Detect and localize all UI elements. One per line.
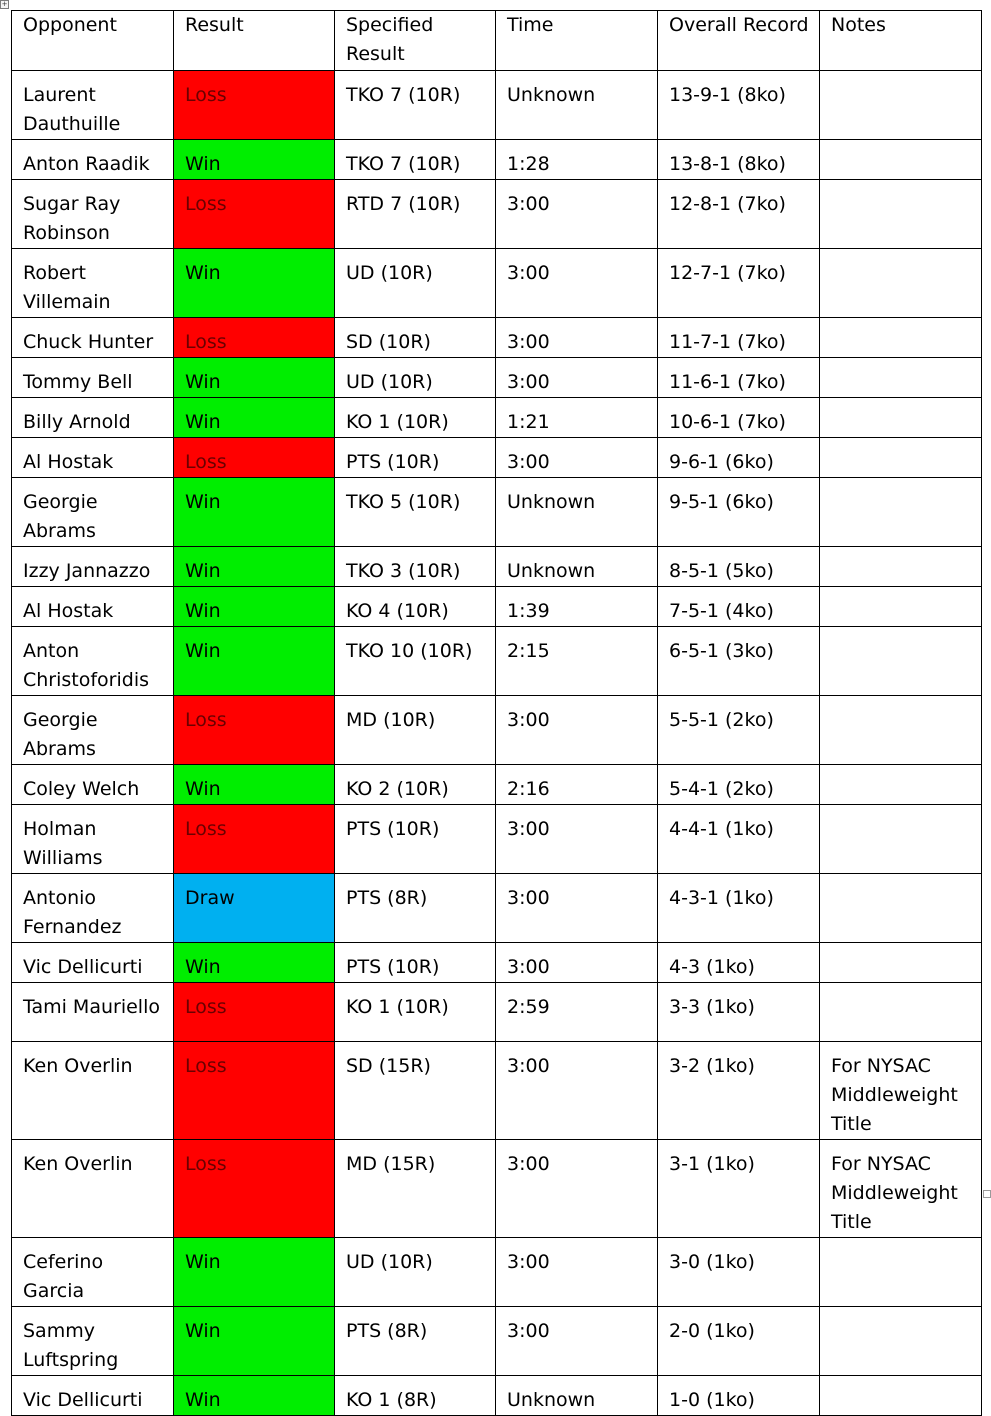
result-label: Win <box>185 956 221 978</box>
notes-cell <box>820 438 982 478</box>
overall-record-cell: 12-7-1 (7ko) <box>658 249 820 318</box>
specified-result-cell: TKO 7 (10R) <box>335 71 496 140</box>
opponent-cell: Anton Christoforidis <box>12 627 174 696</box>
time-cell: 3:00 <box>496 1238 658 1307</box>
opponent-cell: Vic Dellicurti <box>12 943 174 983</box>
overall-record-cell: 1-0 (1ko) <box>658 1376 820 1416</box>
notes-cell <box>820 1238 982 1307</box>
time-cell: Unknown <box>496 547 658 587</box>
notes-cell <box>820 587 982 627</box>
time-cell: 3:00 <box>496 358 658 398</box>
specified-result-cell: TKO 5 (10R) <box>335 478 496 547</box>
specified-result-cell: MD (15R) <box>335 1140 496 1238</box>
specified-result-cell: KO 4 (10R) <box>335 587 496 627</box>
result-label: Win <box>185 1389 221 1411</box>
overall-record-cell: 3-3 (1ko) <box>658 983 820 1042</box>
notes-cell <box>820 1307 982 1376</box>
time-cell: 3:00 <box>496 874 658 943</box>
specified-result-cell: TKO 10 (10R) <box>335 627 496 696</box>
header-row <box>12 11 982 71</box>
opponent-cell: Ken Overlin <box>12 1140 174 1238</box>
column-header-result: Result <box>174 11 335 71</box>
table-row <box>12 587 982 627</box>
overall-record-cell: 2-0 (1ko) <box>658 1307 820 1376</box>
overall-record-cell: 7-5-1 (4ko) <box>658 587 820 627</box>
specified-result-cell: TKO 7 (10R) <box>335 140 496 180</box>
specified-result-cell: UD (10R) <box>335 358 496 398</box>
time-cell: 2:15 <box>496 627 658 696</box>
result-label: Loss <box>185 331 227 353</box>
time-cell: 3:00 <box>496 438 658 478</box>
result-label: Loss <box>185 709 227 731</box>
notes-cell <box>820 249 982 318</box>
overall-record-cell: 11-7-1 (7ko) <box>658 318 820 358</box>
time-cell: 3:00 <box>496 1307 658 1376</box>
result-cell <box>174 1307 335 1376</box>
overall-record-cell: 4-3-1 (1ko) <box>658 874 820 943</box>
table-row <box>12 1376 982 1416</box>
specified-result-cell: PTS (8R) <box>335 1307 496 1376</box>
table-row <box>12 983 982 1042</box>
opponent-cell: Al Hostak <box>12 438 174 478</box>
table-header <box>12 11 982 71</box>
column-header-overall-record: Overall Record <box>658 11 820 71</box>
opponent-cell: Ceferino Garcia <box>12 1238 174 1307</box>
overall-record-cell: 13-8-1 (8ko) <box>658 140 820 180</box>
overall-record-cell: 13-9-1 (8ko) <box>658 71 820 140</box>
notes-cell <box>820 1376 982 1416</box>
result-cell <box>174 249 335 318</box>
specified-result-cell: RTD 7 (10R) <box>335 180 496 249</box>
specified-result-cell: KO 1 (10R) <box>335 398 496 438</box>
column-header-specified-result: Specified Result <box>335 11 496 71</box>
time-cell: 3:00 <box>496 249 658 318</box>
table-resize-handle-icon[interactable] <box>983 1190 991 1198</box>
table-row <box>12 478 982 547</box>
opponent-cell: Tami Mauriello <box>12 983 174 1042</box>
table-row <box>12 547 982 587</box>
specified-result-cell: KO 1 (8R) <box>335 1376 496 1416</box>
opponent-cell: Vic Dellicurti <box>12 1376 174 1416</box>
table-row <box>12 1238 982 1307</box>
table-row <box>12 318 982 358</box>
time-cell: Unknown <box>496 1376 658 1416</box>
table-row <box>12 438 982 478</box>
time-cell: Unknown <box>496 478 658 547</box>
notes-cell <box>820 547 982 587</box>
opponent-cell: Ken Overlin <box>12 1042 174 1140</box>
result-cell <box>174 805 335 874</box>
notes-cell: For NYSAC Middleweight Title <box>820 1042 982 1140</box>
overall-record-cell: 8-5-1 (5ko) <box>658 547 820 587</box>
result-label: Win <box>185 778 221 800</box>
specified-result-cell: UD (10R) <box>335 249 496 318</box>
result-label: Win <box>185 640 221 662</box>
table-row <box>12 398 982 438</box>
table-row <box>12 140 982 180</box>
result-cell <box>174 438 335 478</box>
result-label: Loss <box>185 84 227 106</box>
result-label: Win <box>185 1320 221 1342</box>
notes-cell <box>820 765 982 805</box>
overall-record-cell: 10-6-1 (7ko) <box>658 398 820 438</box>
overall-record-cell: 3-2 (1ko) <box>658 1042 820 1140</box>
table-row <box>12 874 982 943</box>
table-row <box>12 1140 982 1238</box>
specified-result-cell: PTS (8R) <box>335 874 496 943</box>
result-label: Loss <box>185 818 227 840</box>
result-cell <box>174 765 335 805</box>
table-row <box>12 943 982 983</box>
time-cell: Unknown <box>496 71 658 140</box>
result-cell <box>174 547 335 587</box>
result-cell <box>174 1042 335 1140</box>
result-label: Draw <box>185 887 235 909</box>
specified-result-cell: MD (10R) <box>335 696 496 765</box>
result-label: Win <box>185 491 221 513</box>
notes-cell <box>820 983 982 1042</box>
result-cell <box>174 627 335 696</box>
overall-record-cell: 6-5-1 (3ko) <box>658 627 820 696</box>
notes-cell <box>820 140 982 180</box>
time-cell: 3:00 <box>496 943 658 983</box>
result-label: Win <box>185 371 221 393</box>
notes-cell <box>820 318 982 358</box>
result-cell <box>174 1238 335 1307</box>
result-label: Win <box>185 262 221 284</box>
result-label: Loss <box>185 193 227 215</box>
column-header-time: Time <box>496 11 658 71</box>
notes-cell <box>820 478 982 547</box>
notes-cell <box>820 805 982 874</box>
notes-cell <box>820 874 982 943</box>
overall-record-cell: 4-4-1 (1ko) <box>658 805 820 874</box>
opponent-cell: Holman Williams <box>12 805 174 874</box>
notes-cell <box>820 180 982 249</box>
table-move-handle-icon[interactable]: + <box>1 0 8 8</box>
notes-cell <box>820 627 982 696</box>
table-row <box>12 358 982 398</box>
table-row <box>12 1042 982 1140</box>
result-label: Loss <box>185 1055 227 1077</box>
result-cell <box>174 696 335 765</box>
time-cell: 3:00 <box>496 180 658 249</box>
table-row <box>12 805 982 874</box>
table-row <box>12 71 982 140</box>
opponent-cell: Chuck Hunter <box>12 318 174 358</box>
time-cell: 3:00 <box>496 805 658 874</box>
time-cell: 1:21 <box>496 398 658 438</box>
column-header-opponent: Opponent <box>12 11 174 71</box>
specified-result-cell: PTS (10R) <box>335 805 496 874</box>
notes-cell <box>820 696 982 765</box>
specified-result-cell: KO 1 (10R) <box>335 983 496 1042</box>
result-cell <box>174 180 335 249</box>
time-cell: 3:00 <box>496 1140 658 1238</box>
opponent-cell: Tommy Bell <box>12 358 174 398</box>
time-cell: 2:59 <box>496 983 658 1042</box>
opponent-cell: Sugar Ray Robinson <box>12 180 174 249</box>
overall-record-cell: 3-0 (1ko) <box>658 1238 820 1307</box>
opponent-cell: Georgie Abrams <box>12 478 174 547</box>
opponent-cell: Robert Villemain <box>12 249 174 318</box>
result-label: Win <box>185 560 221 582</box>
result-cell <box>174 1140 335 1238</box>
time-cell: 1:39 <box>496 587 658 627</box>
opponent-cell: Izzy Jannazzo <box>12 547 174 587</box>
fight-record-table <box>11 10 982 1416</box>
result-label: Win <box>185 153 221 175</box>
overall-record-cell: 11-6-1 (7ko) <box>658 358 820 398</box>
specified-result-cell: PTS (10R) <box>335 438 496 478</box>
result-cell <box>174 398 335 438</box>
specified-result-cell: KO 2 (10R) <box>335 765 496 805</box>
result-cell <box>174 587 335 627</box>
notes-cell <box>820 398 982 438</box>
overall-record-cell: 5-4-1 (2ko) <box>658 765 820 805</box>
opponent-cell: Billy Arnold <box>12 398 174 438</box>
overall-record-cell: 9-5-1 (6ko) <box>658 478 820 547</box>
opponent-cell: Laurent Dauthuille <box>12 71 174 140</box>
table-row <box>12 249 982 318</box>
table-row <box>12 696 982 765</box>
specified-result-cell: TKO 3 (10R) <box>335 547 496 587</box>
result-cell <box>174 478 335 547</box>
result-cell <box>174 943 335 983</box>
time-cell: 3:00 <box>496 1042 658 1140</box>
overall-record-cell: 9-6-1 (6ko) <box>658 438 820 478</box>
result-cell <box>174 358 335 398</box>
result-label: Loss <box>185 1153 227 1175</box>
result-cell <box>174 983 335 1042</box>
result-cell <box>174 1376 335 1416</box>
table-row <box>12 180 982 249</box>
notes-cell <box>820 358 982 398</box>
time-cell: 2:16 <box>496 765 658 805</box>
result-label: Loss <box>185 451 227 473</box>
notes-cell: For NYSAC Middleweight Title <box>820 1140 982 1238</box>
table-body <box>12 71 982 1416</box>
overall-record-cell: 5-5-1 (2ko) <box>658 696 820 765</box>
specified-result-cell: UD (10R) <box>335 1238 496 1307</box>
column-header-notes: Notes <box>820 11 982 71</box>
opponent-cell: Antonio Fernandez <box>12 874 174 943</box>
result-label: Loss <box>185 996 227 1018</box>
time-cell: 3:00 <box>496 696 658 765</box>
result-cell <box>174 874 335 943</box>
opponent-cell: Georgie Abrams <box>12 696 174 765</box>
result-cell <box>174 71 335 140</box>
opponent-cell: Al Hostak <box>12 587 174 627</box>
result-cell <box>174 318 335 358</box>
notes-cell <box>820 943 982 983</box>
time-cell: 3:00 <box>496 318 658 358</box>
opponent-cell: Sammy Luftspring <box>12 1307 174 1376</box>
specified-result-cell: SD (15R) <box>335 1042 496 1140</box>
overall-record-cell: 12-8-1 (7ko) <box>658 180 820 249</box>
notes-cell <box>820 71 982 140</box>
specified-result-cell: SD (10R) <box>335 318 496 358</box>
table-row <box>12 1307 982 1376</box>
time-cell: 1:28 <box>496 140 658 180</box>
result-label: Win <box>185 1251 221 1273</box>
result-label: Win <box>185 411 221 433</box>
overall-record-cell: 3-1 (1ko) <box>658 1140 820 1238</box>
table-row <box>12 627 982 696</box>
overall-record-cell: 4-3 (1ko) <box>658 943 820 983</box>
opponent-cell: Coley Welch <box>12 765 174 805</box>
result-cell <box>174 140 335 180</box>
result-label: Win <box>185 600 221 622</box>
opponent-cell: Anton Raadik <box>12 140 174 180</box>
table-row <box>12 765 982 805</box>
specified-result-cell: PTS (10R) <box>335 943 496 983</box>
